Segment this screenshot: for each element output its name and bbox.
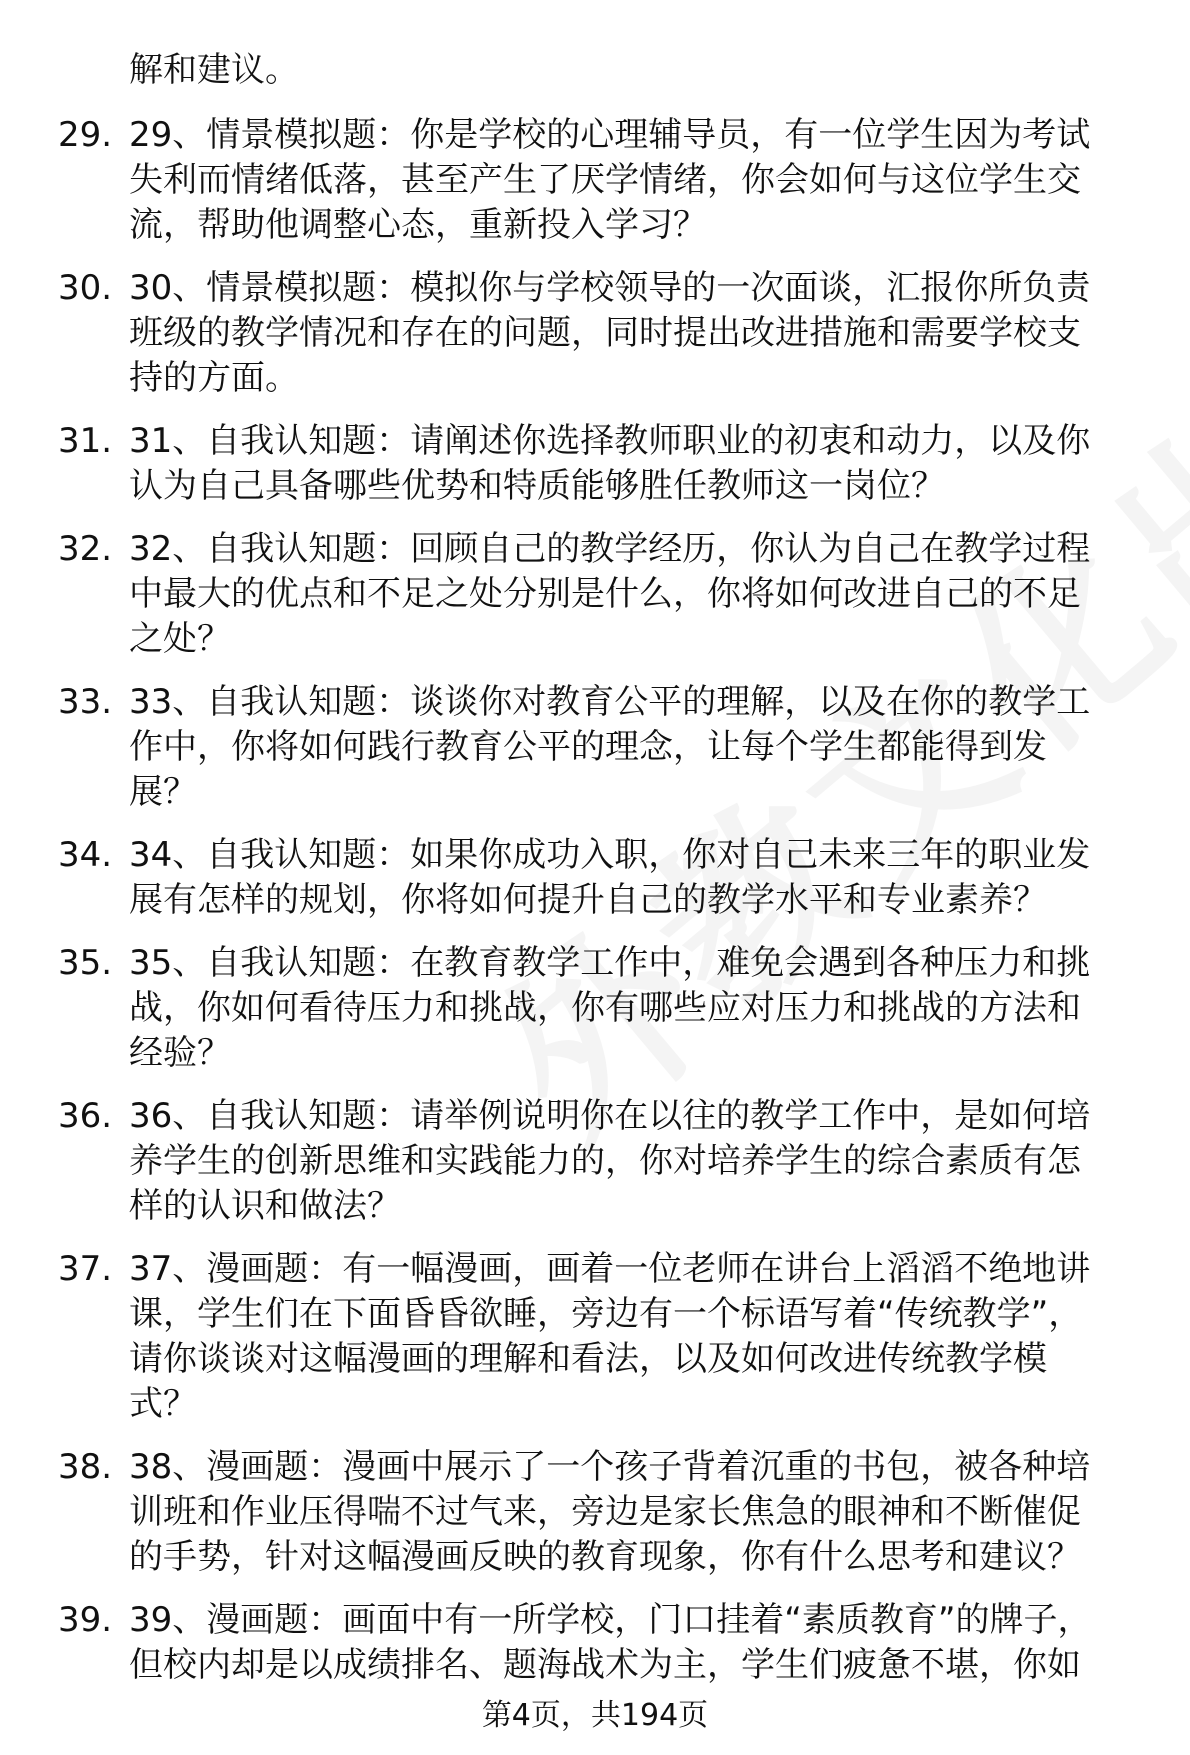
question-text-line: 作中，你将如何践行教育公平的理念，让每个学生都能得到发 [129,727,1047,767]
question-item [0,1598,1190,1688]
question-list [0,113,1190,1706]
question-item [0,419,1190,509]
question-text-line: 31、自我认知题：请阐述你选择教师职业的初衷和动力，以及你 [129,421,1091,461]
question-text-line: 33、自我认知题：谈谈你对教育公平的理解，以及在你的教学工 [129,682,1091,722]
question-item [0,1094,1190,1229]
question-text-line: 29、情景模拟题：你是学校的心理辅导员，有一位学生因为考试 [129,115,1091,155]
question-number: 30. [58,268,113,308]
question-text-line: 训班和作业压得喘不过气来，旁边是家长焦急的眼神和不断催促 [129,1492,1081,1532]
question-number: 34. [58,835,113,875]
question-text-line: 流，帮助他调整心态，重新投入学习？ [129,205,707,245]
question-item [0,833,1190,923]
question-text-line: 之处？ [129,619,231,659]
question-text-line: 32、自我认知题：回顾自己的教学经历，你认为自己在教学过程 [129,529,1091,569]
question-text-line: 37、漫画题：有一幅漫画，画着一位老师在讲台上滔滔不绝地讲 [129,1249,1091,1289]
page-footer: 第4页，共194页 [481,1698,709,1733]
question-text-line: 中最大的优点和不足之处分别是什么，你将如何改进自己的不足 [129,574,1081,614]
question-number: 31. [58,421,113,461]
question-text-line: 的手势，针对这幅漫画反映的教育现象，你有什么思考和建议？ [129,1537,1081,1577]
question-item [0,266,1190,401]
question-text-line: 39、漫画题：画面中有一所学校，门口挂着“素质教育”的牌子， [129,1600,1092,1640]
question-text-line: 认为自己具备哪些优势和特质能够胜任教师这一岗位？ [129,466,945,506]
question-item [0,680,1190,815]
question-text-line: 36、自我认知题：请举例说明你在以往的教学工作中，是如何培 [129,1096,1091,1136]
question-text-line: 但校内却是以成绩排名、题海战术为主，学生们疲惫不堪，你如 [129,1645,1081,1685]
question-item [0,1247,1190,1427]
question-number: 36. [58,1096,113,1136]
question-text-line: 30、情景模拟题：模拟你与学校领导的一次面谈，汇报你所负责 [129,268,1091,308]
question-item [0,1445,1190,1580]
question-text-line: 展有怎样的规划，你将如何提升自己的教学水平和专业素养？ [129,880,1047,920]
question-text-line: 35、自我认知题：在教育教学工作中，难免会遇到各种压力和挑 [129,943,1091,983]
question-number: 35. [58,943,113,983]
question-text-line: 养学生的创新思维和实践能力的，你对培养学生的综合素质有怎 [129,1141,1081,1181]
question-text-line: 失利而情绪低落，甚至产生了厌学情绪，你会如何与这位学生交 [129,160,1081,200]
question-number: 38. [58,1447,113,1487]
question-number: 39. [58,1600,113,1640]
question-item [0,527,1190,662]
question-text-line: 班级的教学情况和存在的问题，同时提出改进措施和需要学校支 [129,313,1081,353]
question-text-line: 战，你如何看待压力和挑战，你有哪些应对压力和挑战的方法和 [129,988,1081,1028]
question-number: 37. [58,1249,113,1289]
question-number: 29. [58,115,113,155]
question-text-line: 经验？ [129,1033,231,1073]
question-text-line: 请你谈谈对这幅漫画的理解和看法，以及如何改进传统教学模 [129,1339,1047,1379]
continued-text: 解和建议。 [129,50,299,90]
question-item [0,113,1190,248]
question-text-line: 持的方面。 [129,358,299,398]
question-number: 33. [58,682,113,722]
question-text-line: 式？ [129,1384,197,1424]
question-number: 32. [58,529,113,569]
question-text-line: 课，学生们在下面昏昏欲睡，旁边有一个标语写着“传统教学”， [129,1294,1083,1334]
question-text-line: 38、漫画题：漫画中展示了一个孩子背着沉重的书包，被各种培 [129,1447,1091,1487]
question-text-line: 样的认识和做法？ [129,1186,401,1226]
question-text-line: 展？ [129,772,197,812]
question-item [0,941,1190,1076]
question-text-line: 34、自我认知题：如果你成功入职，你对自己未来三年的职业发 [129,835,1091,875]
